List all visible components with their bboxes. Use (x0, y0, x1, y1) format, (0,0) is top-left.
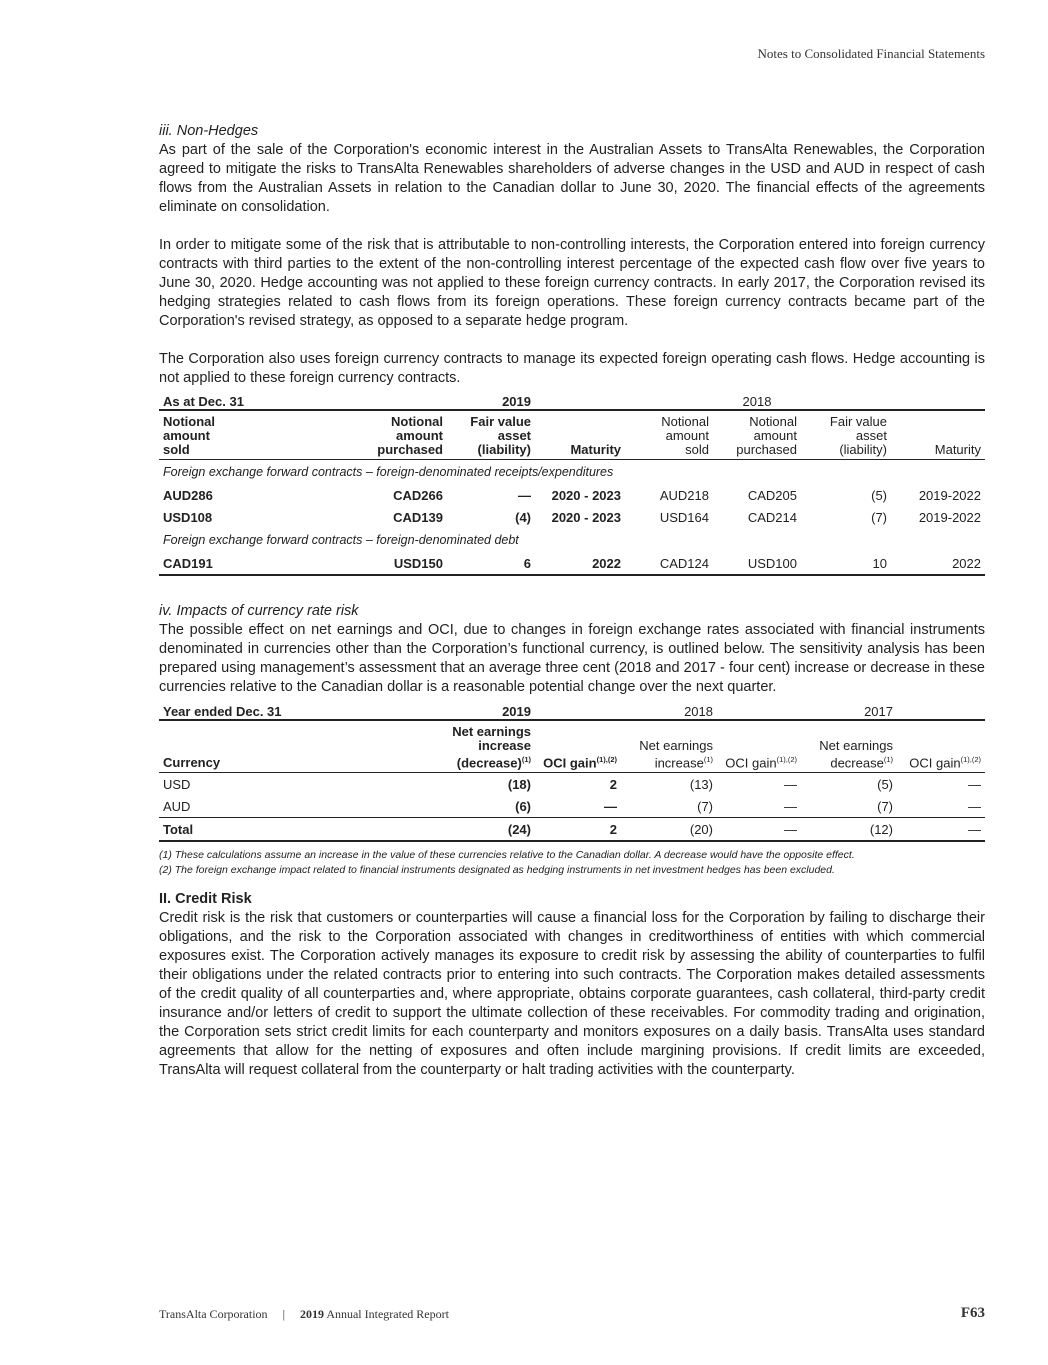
footer-separator: | (282, 1307, 285, 1321)
col-header-notional-purchased: Notional amount purchased (263, 410, 447, 460)
table-row: USD108 CAD139 (4) 2020 - 2023 USD164 CAD214 (7) 2019-2022 (163, 509, 981, 525)
col-header-fair-value: Fair value asset (liability) (447, 410, 535, 460)
col-header-net-earnings-2018: Net earnings increase$^{(1)}$ (621, 720, 717, 773)
col-header-fair-value-2018: Fair value asset (liability) (801, 410, 891, 460)
col-header-oci-2019: OCI gain$^{(1),(2)}$ (535, 720, 621, 773)
col-header-notional-sold-2018: Notional amount sold (625, 410, 713, 460)
section-label: Foreign exchange forward contracts – foreign-denominated debt (163, 533, 519, 547)
year-2019: 2019 (447, 391, 535, 410)
page-content (159, 122, 985, 1080)
report-name: Annual Integrated Report (326, 1307, 449, 1321)
footnote: (2) The foreign exchange impact related to financial instruments designated as hedging instruments in net investment hedges has been excluded. (159, 864, 835, 877)
table-row: AUD (6) — (7) — (7) — (159, 795, 985, 818)
section-title-currency-risk: iv. Impacts of currency rate risk (159, 603, 359, 619)
year-2017: 2017 (801, 701, 897, 720)
page-number: F63 (960, 1305, 985, 1321)
col-header-net-earnings-2017: Net earnings decrease$^{(1)}$ (801, 720, 897, 773)
report-year: 2019 (299, 1307, 324, 1321)
col-header-currency: Currency (159, 720, 443, 773)
col-header-net-earnings-2019: Net earnings increase (decrease)$^{(1)}$ (443, 720, 535, 773)
paragraph: The Corporation also uses foreign currency contracts to manage its expected foreign operating cash flows. Hedge accounting is not applied to these foreign currency contracts. (159, 351, 985, 386)
table-row: AUD286 CAD266 — 2020 - 2023 AUD218 CAD205 (5) 2019-2022 (163, 487, 981, 503)
col-header-maturity: Maturity (535, 410, 625, 460)
page-footer (159, 1307, 985, 1322)
col-header-oci-2018: OCI gain$^{(1),(2)}$ (717, 720, 801, 773)
section-title-non-hedges: iii. Non-Hedges (159, 123, 259, 139)
year-2018: 2018 (621, 701, 717, 720)
company-name: TransAlta Corporation (159, 1307, 268, 1321)
table-row: USD (18) 2 (13) — (5) — (163, 776, 981, 792)
as-at-label: As at Dec. 31 (159, 391, 263, 410)
paragraph: The possible effect on net earnings and OCI, due to changes in foreign exchange rates associated with financial instruments denominated in currencies other than the Corporation’s functional currency, is outlined below. The sensitivity analysis has been prepared using management’s assessment that an average three cent (2018 and 2017 - four cent) increase or decrease in these currencies relative to the Canadian dollar is a reasonable potential change over the next quarter. (159, 622, 985, 695)
currency-sensitivity-table (159, 701, 985, 842)
section-title-credit-risk: II. Credit Risk (159, 891, 252, 908)
col-header-maturity-2018: Maturity (891, 410, 985, 460)
fx-contracts-table (159, 391, 985, 576)
col-header-oci-2017: OCI gain$^{(1),(2)}$ (897, 720, 985, 773)
paragraph: As part of the sale of the Corporation's economic interest in the Australian Assets to TransAlta Renewables, the Corporation agreed to mitigate the risks to TransAlta Renewables shareholders of adverse changes in the USD and AUD in respect of cash flows from the Australian Assets in relation to the Canadian dollar to June 30, 2020. The financial effects of the agreements eliminate on consolidation. (159, 142, 985, 215)
paragraph: In order to mitigate some of the risk that is attributable to non-controlling interests, the Corporation entered into foreign currency contracts with third parties to the extent of the non-controlling interest percentage of the expected cash flow over five years to June 30, 2020. Hedge accounting was not applied to these foreign currency contracts. In early 2017, the Corporation revised its hedging strategies related to cash flows from its foreign operations. These foreign currency contracts became part of the Corporation's revised strategy, as opposed to a separate hedge program. (159, 237, 985, 329)
year-2018: 2018 (713, 391, 801, 410)
year-ended-label: Year ended Dec. 31 (159, 701, 443, 720)
footnote: (1) These calculations assume an increase in the value of these currencies relative to the Canadian dollar. A decrease would have the opposite effect. (159, 849, 855, 862)
section-label: Foreign exchange forward contracts – foreign-denominated receipts/expenditures (163, 465, 614, 479)
running-header: Notes to Consolidated Financial Statements (757, 46, 985, 61)
col-header-notional-purchased-2018: Notional amount purchased (713, 410, 801, 460)
table-total-row: Total (24) 2 (20) — (12) — (159, 818, 985, 842)
year-2019: 2019 (443, 701, 535, 720)
col-header-notional-sold: Notional amount sold (159, 410, 263, 460)
table-row: CAD191 USD150 6 2022 CAD124 USD100 10 2022 (159, 552, 985, 575)
paragraph: Credit risk is the risk that customers or counterparties will cause a financial loss for the Corporation by failing to discharge their obligations, and the risk to the Corporation associated with changes in creditworthiness of entities with which commercial exposures exist. The Corporation actively manages its exposure to credit risk by assessing the ability of counterparties to fulfil their obligations under the related contracts prior to entering into such contracts. The Corporation makes detailed assessments of the credit quality of all counterparties and, where appropriate, obtains corporate guarantees, cash collateral, third-party credit insurance and/or letters of credit to support the ultimate collection of these receivables. For commodity trading and origination, the Corporation sets strict credit limits for each counterparty and monitors exposures on a daily basis. TransAlta uses standard agreements that allow for the netting of exposures and often include margining provisions. If credit limits are exceeded, TransAlta will request collateral from the counterparty or halt trading activities with the counterparty. (159, 910, 985, 1079)
